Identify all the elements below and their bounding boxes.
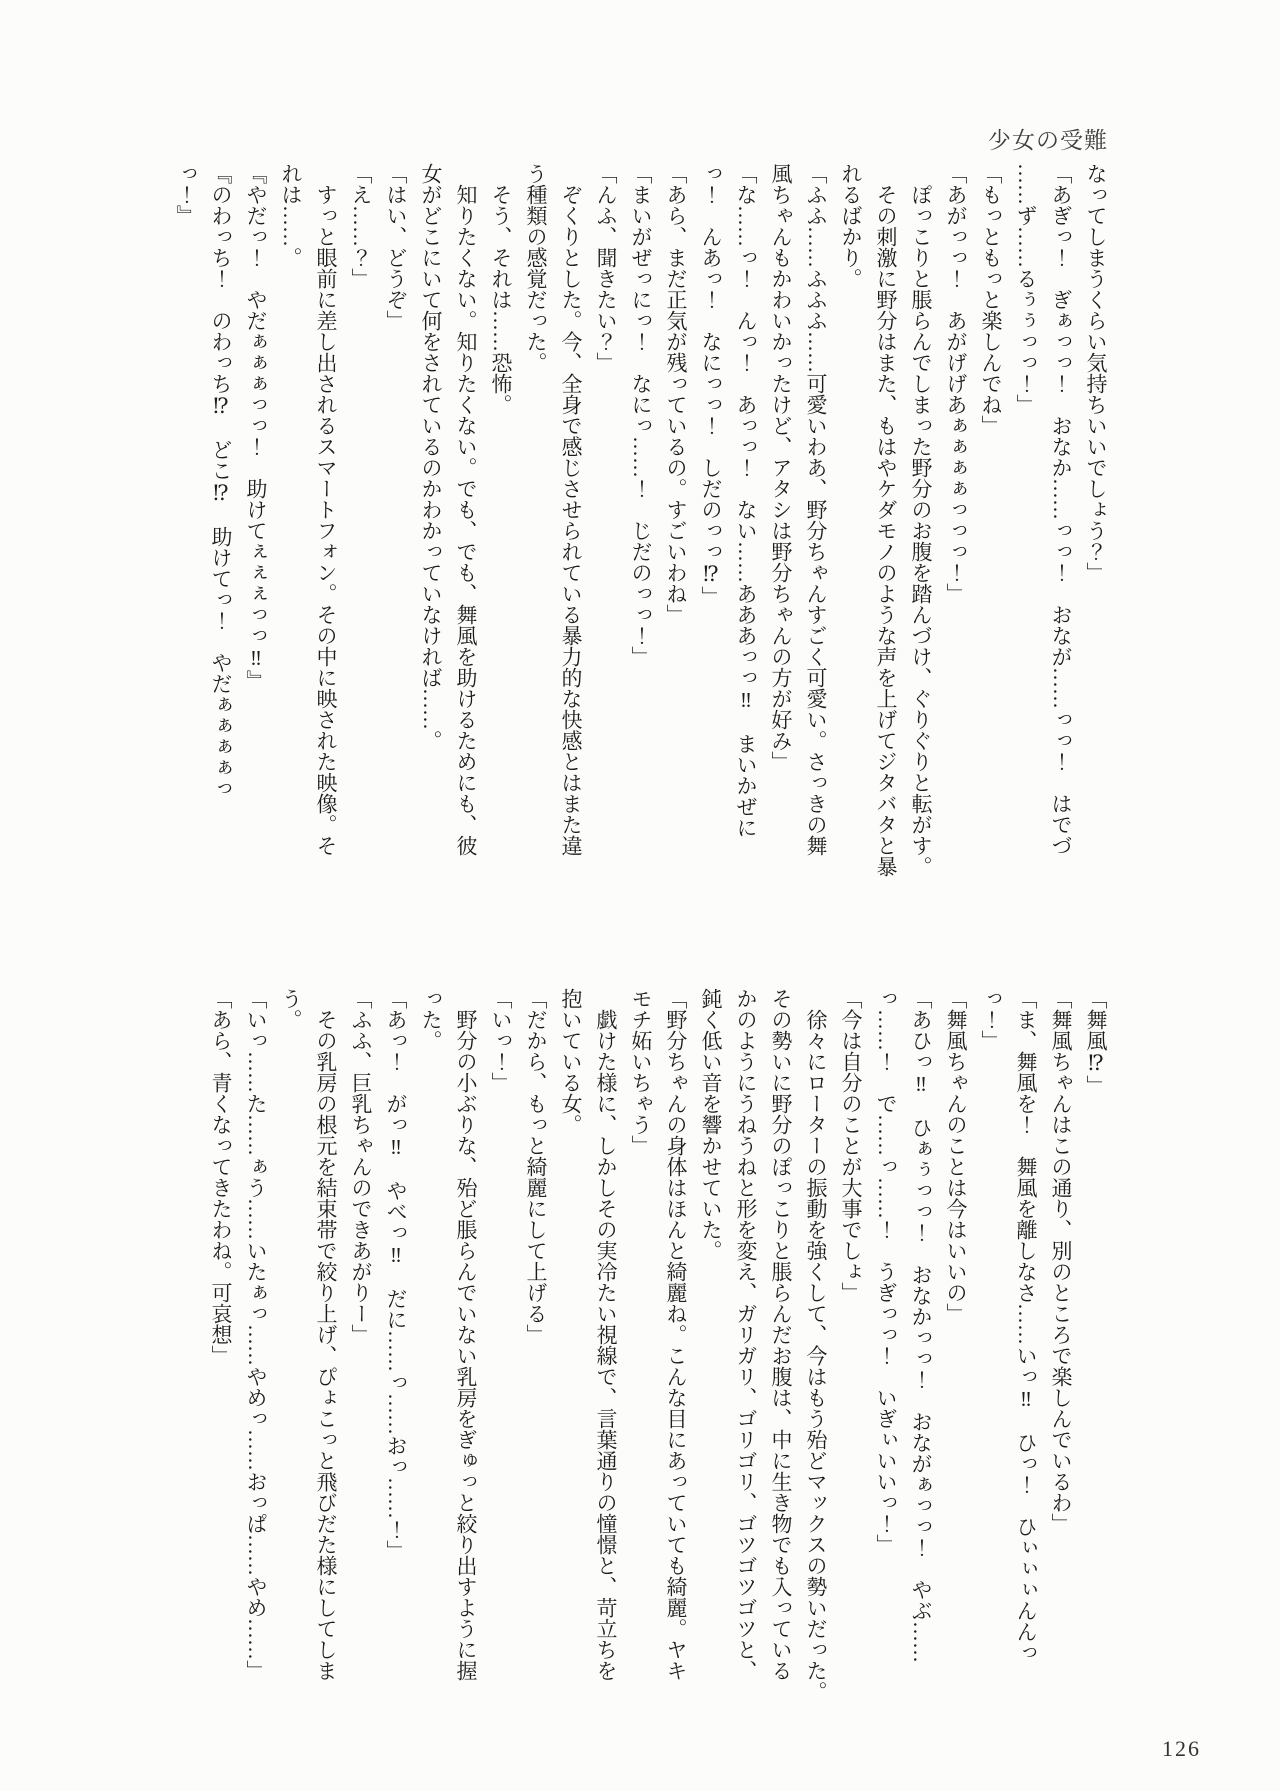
text-column: ぽっこりと脹らんでしまった野分のお腹を踏んづけ、ぐりぐりと転がす。 (909, 163, 933, 877)
text-column: 「んふ、聞きたい？」 (594, 163, 618, 373)
text-column: 女がどこにいて何をされているのかわかっていなければ……。 (419, 163, 443, 751)
text-column: っ！』 (174, 163, 198, 226)
text-column: う。 (279, 988, 303, 1030)
text-column: 「舞風ちゃんのことは今はいいの」 (944, 988, 968, 1324)
text-column: れるばかり。 (839, 163, 863, 289)
text-column: 「舞風ちゃんはこの通り、別のところで楽しんでいるわ」 (1049, 988, 1073, 1534)
text-column: 「今は自分のことが大事でしょ」 (839, 988, 863, 1303)
text-column: すっと眼前に差し出されるスマートフォン。その中に映された映像。そ (314, 163, 338, 856)
text-column: 「舞風⁉」 (1084, 988, 1108, 1096)
text-column: ぞくりとした。今、全身で感じさせられている暴力的な快感とはまた違 (559, 163, 583, 856)
text-column: 鈍く低い音を響かせていた。 (699, 988, 723, 1261)
text-column: っ！」 (979, 988, 1003, 1051)
text-column: う種類の感覚だった。 (524, 163, 548, 373)
lower-text-block (202, 988, 1113, 1706)
text-column: なってしまうくらい気持ちいいでしょう？」 (1084, 163, 1108, 583)
text-column: モチ妬いちゃう」 (629, 988, 653, 1156)
text-column: 「だから、もっと綺麗にして上げる」 (524, 988, 548, 1345)
text-column: 野分の小ぶりな、殆ど脹らんでいない乳房をぎゅっと絞り出すように握 (454, 988, 478, 1681)
text-column: 「あひっ‼ ひぁぅっっ！ おなかっっ！ おながぁっっ！ やぶ…… (909, 988, 933, 1663)
text-column: 「あら、まだ正気が残っているの。すごいわね」 (664, 163, 688, 625)
page-number: 126 (1162, 1736, 1201, 1761)
text-column: 「あがっっ！ あがげげあぁぁぁぁっっっ！」 (944, 163, 968, 604)
text-column: 「いっ……た……ぁう……いたぁっ……やめっ……おっぱ……やめ……」 (244, 988, 268, 1681)
text-column: 風ちゃんもかわいかったけど、アタシは野分ちゃんの方が好み」 (769, 163, 793, 772)
text-column: そう、それは……恐怖。 (489, 163, 513, 415)
text-column: 「な……っ！ んっ！ あっっ！ ない……あああっっ‼ まいかぜに (734, 163, 758, 838)
text-column: 「野分ちゃんの身体はほんと綺麗ね。こんな目にあっていても綺麗。ヤキ (664, 988, 688, 1681)
text-column: 「ふふ……ふふふ……可愛いわあ、野分ちゃんすごく可愛い。さっきの舞 (804, 163, 828, 856)
text-column: 「あら、青くなってきたわね。可哀想」 (209, 988, 233, 1366)
text-column: 知りたくない。知りたくない。でも、でも、舞風を助けるためにも、彼 (454, 163, 478, 856)
text-column: その刺激に野分はまた、もはやケダモノのような声を上げてジタバタと暴 (874, 163, 898, 877)
text-column: っ……！ で……っ……！ うぎっっ！ いぎぃいいっ！」 (874, 988, 898, 1555)
text-column: 「え……？」 (349, 163, 373, 289)
text-column: 「もっともっと楽しんでね」 (979, 163, 1003, 436)
text-column: 抱いている女。 (559, 988, 583, 1135)
text-column: 「ふふ、巨乳ちゃんのできあがりー」 (349, 988, 373, 1345)
text-column: 「いっ！」 (489, 988, 513, 1093)
text-column: れは……。 (279, 163, 303, 268)
text-column: 戯けた様に、しかしその実冷たい視線で、言葉通りの憧憬と、苛立ちを (594, 988, 618, 1681)
text-column: 「まいがぜっにっ！ なにっ……！ じだのっっ！」 (629, 163, 653, 667)
text-column: 「あっ！ がっ‼ やべっ‼ だに……っ……おっ……！」 (384, 988, 408, 1561)
text-column: 徐々にローターの振動を強くして、今はもう殆どマックスの勢いだった。 (804, 988, 828, 1702)
text-column: その勢いに野分のぽっこりと脹らんだお腹は、中に生き物でも入っている (769, 988, 793, 1681)
text-column: 『のわっち！ のわっち⁉ どこ⁉ 助けてっ！ やだぁぁぁぁっ (209, 163, 233, 799)
text-column: った。 (419, 988, 443, 1051)
text-column: かのようにうねうねと形を変え、ガリガリ、ゴリゴリ、ゴツゴツゴツと、 (734, 988, 758, 1681)
text-column: 「はい、どうぞ」 (384, 163, 408, 331)
upper-text-block (167, 163, 1113, 877)
text-column: 『やだっ！ やだぁぁぁっっ！ 助けてぇぇぇっっ‼』 (244, 163, 268, 691)
page-header-title: 少女の受難 (988, 128, 1108, 153)
text-column: っ！ んあっ！ なにっっ！ しだのっっ⁉」 (699, 163, 723, 607)
text-column: 「ま、舞風を！ 舞風を離しなさ……いっ‼ ひっ！ ひぃぃぃんんっ (1014, 988, 1038, 1663)
text-column: ……ず……るぅぅっっ！」 (1014, 163, 1038, 415)
text-column: その乳房の根元を結束帯で絞り上げ、ぴょこっと飛びだた様にしてしま (314, 988, 338, 1681)
text-column: 「あぎっ！ ぎぁっっ！ おなか……っっ！ おなが……っっ！ はでづ (1049, 163, 1073, 856)
